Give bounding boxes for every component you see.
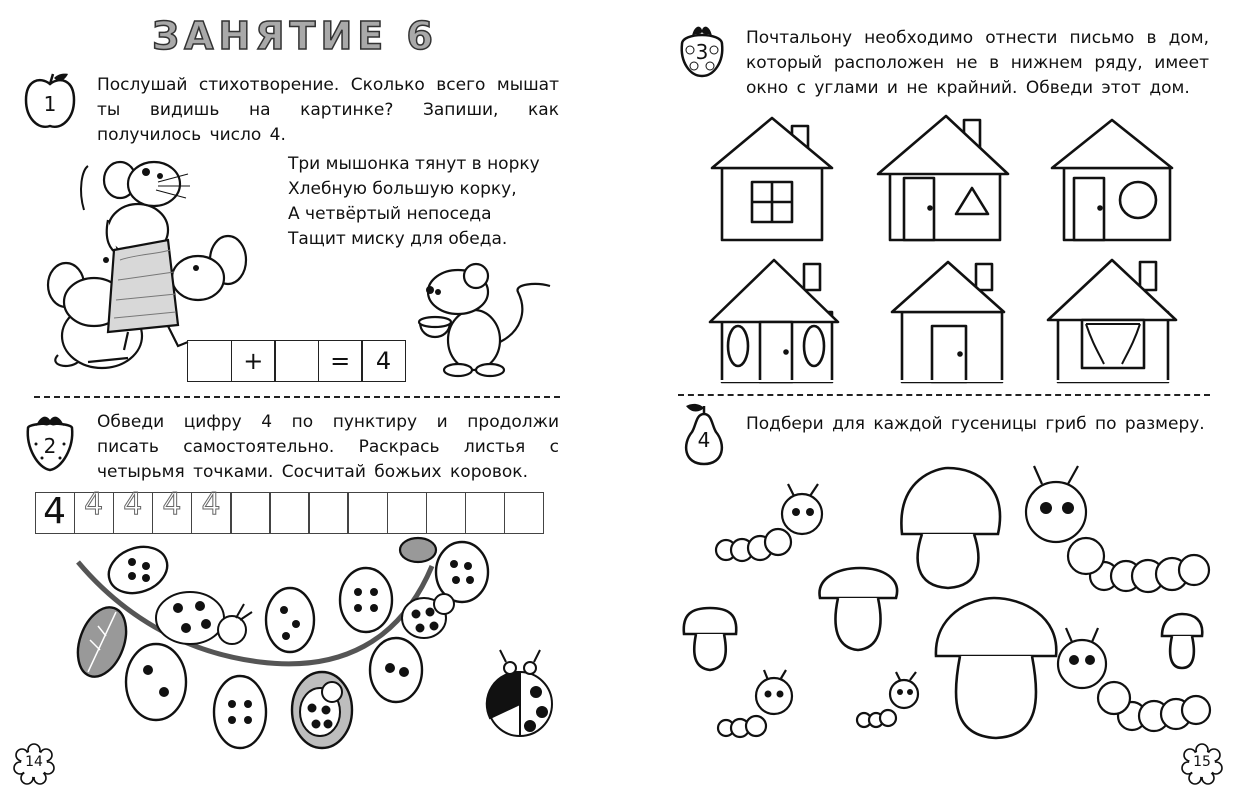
caterpillar-medium — [716, 484, 822, 561]
grid-cell[interactable] — [35, 492, 76, 534]
leaf — [340, 568, 392, 632]
grid-cell[interactable] — [269, 492, 310, 534]
grid-cell[interactable] — [387, 492, 428, 534]
page-number-left — [14, 744, 54, 784]
task-number-4: 4 — [697, 428, 711, 452]
page-number-text: 15 — [1193, 754, 1211, 770]
houses-illustration — [708, 112, 1188, 384]
plus-sign: + — [231, 340, 276, 382]
house-triangle-window — [878, 116, 1008, 240]
house-round-window — [1052, 120, 1172, 240]
lesson-title: ЗАНЯТИЕ 6 — [152, 14, 438, 58]
grid-cell[interactable] — [152, 487, 193, 534]
poem-line: Тащит миску для обеда. — [288, 229, 508, 249]
house-door-only — [892, 262, 1004, 382]
ladybug — [487, 650, 552, 736]
section-divider — [34, 396, 560, 398]
task-number-3: 3 — [695, 40, 709, 64]
leaf — [370, 638, 422, 702]
poem-line: А четвёртый непоседа — [288, 204, 492, 224]
house-curtain-window — [1048, 260, 1176, 382]
caterpillar-small — [718, 670, 792, 737]
poem-line: Три мышонка тянут в норку — [288, 154, 540, 174]
ladybug — [156, 592, 252, 644]
digit-writing-grid — [36, 487, 544, 534]
equation-cell[interactable] — [274, 340, 319, 382]
mushroom-medium — [820, 568, 898, 650]
equals-sign: = — [318, 340, 363, 382]
grid-cell[interactable] — [426, 492, 467, 534]
equation-boxes — [189, 340, 406, 382]
house-cross-window — [712, 118, 832, 240]
leaf — [102, 539, 173, 601]
page-number-right — [1182, 744, 1222, 784]
grid-cell[interactable] — [347, 492, 388, 534]
poem-line: Хлебную большую корку, — [288, 179, 517, 199]
grid-cell[interactable] — [74, 487, 115, 534]
page-number-text: 14 — [25, 754, 43, 770]
task1-instructions: Послушай стихотворение. Сколько всего мышат ты видишь на картинке? Запиши, как получилось число 4. — [97, 75, 559, 145]
caterpillar-large — [1026, 466, 1209, 592]
leaf — [126, 644, 186, 720]
dotted-digit: 4 — [123, 487, 143, 522]
equation-cell[interactable] — [187, 340, 232, 382]
dotted-digit: 4 — [84, 487, 104, 522]
right-page — [618, 0, 1236, 805]
task-number-1: 1 — [43, 92, 57, 116]
result-cell: 4 — [361, 340, 406, 382]
dotted-digit: 4 — [162, 487, 182, 522]
grey-leaf — [400, 538, 436, 562]
mushroom-small — [684, 608, 737, 670]
leaf — [436, 542, 488, 602]
section-divider — [678, 394, 1210, 396]
task4-instructions: Подбери для каждой гусеницы гриб по размеру. — [746, 414, 1205, 434]
leaf — [214, 676, 266, 748]
poem — [288, 152, 540, 252]
grid-cell[interactable] — [465, 492, 506, 534]
mushroom-huge — [936, 598, 1056, 738]
ladybug — [402, 594, 454, 638]
grid-cell[interactable] — [191, 487, 232, 534]
solid-digit: 4 — [43, 491, 67, 532]
task3-instructions: Почтальону необходимо отнести письмо в дом, который расположен не в нижнем ряду, имеет окно с углами и не крайний. Обведи этот дом. — [746, 28, 1209, 98]
caterpillar-tiny — [857, 672, 918, 727]
mushroom-large — [901, 468, 1000, 588]
leaf — [266, 588, 314, 652]
dotted-digit: 4 — [201, 487, 221, 522]
task-number-2: 2 — [43, 434, 57, 458]
grid-cell[interactable] — [504, 492, 545, 534]
mouse-with-bowl-illustration — [410, 262, 560, 380]
grid-cell[interactable] — [308, 492, 349, 534]
mushroom-tiny — [1162, 614, 1202, 668]
grid-cell[interactable] — [230, 492, 271, 534]
mushrooms-caterpillars-illustration — [678, 458, 1218, 748]
task2-instructions: Обведи цифру 4 по пунктиру и продолжи писать самостоятельно. Раскрась листья с четырьмя точками. Сосчитай божьих коровок. — [97, 412, 559, 482]
grid-cell[interactable] — [113, 487, 154, 534]
house-oval-windows — [710, 260, 838, 382]
vine-leaves-ladybugs-illustration — [60, 532, 570, 752]
